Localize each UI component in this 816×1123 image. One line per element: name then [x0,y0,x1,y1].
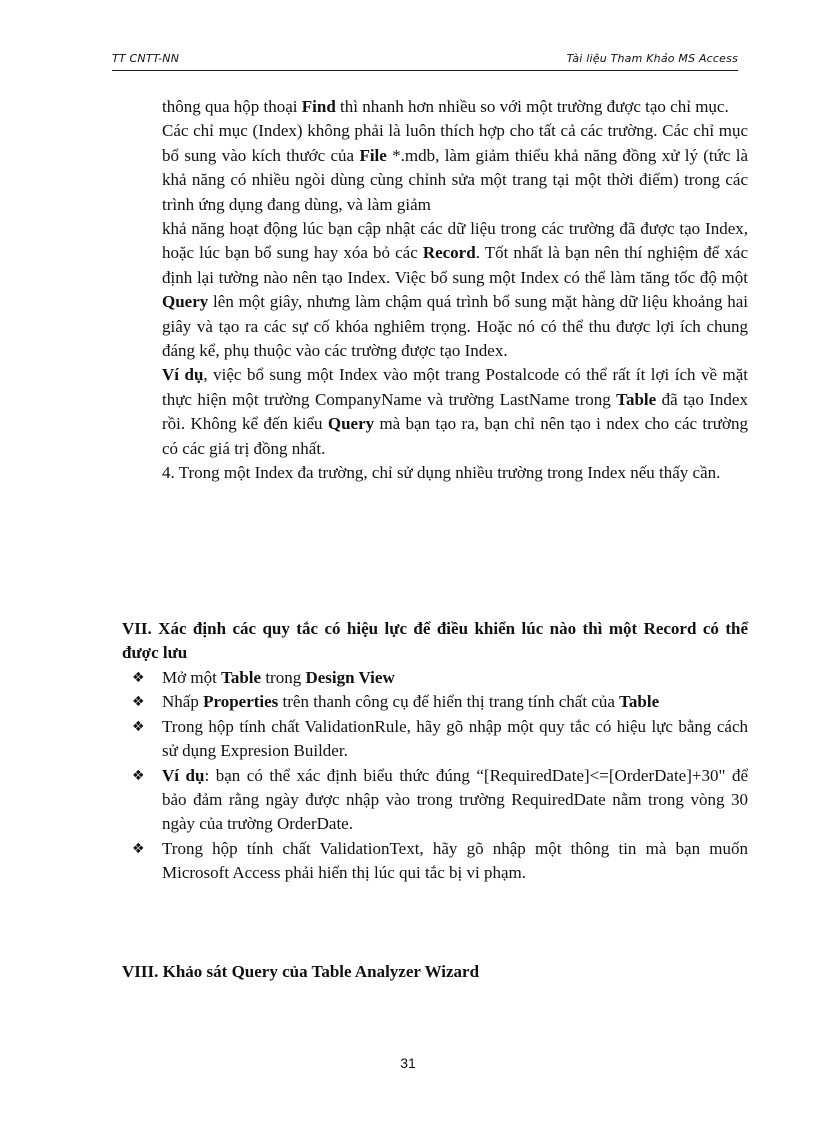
diamond-bullet-icon: ❖ [132,694,145,711]
paragraph: khả năng hoạt động lúc bạn cập nhật các dữ liệu trong các trường đã được tạo Index, hoặc lúc bạn bổ sung hay xóa bỏ các Record. Tốt nhất là bạn nên thí nghiệm để xác định lại tường nào nên tạo Index. Việc bổ sung một Index có thể làm tăng tốc độ một Query lên một giây, nhưng làm chậm quá trình bổ sung mặt hàng dữ liệu khoảng hai giây và tạo ra các sự cố khóa nghiêm trọng. Hoặc nó có thể thu được lợi ích chung đáng kể, phụ thuộc vào các trường được tạo Index. [162,219,748,361]
header-right-text: Tài liệu Tham Khảo MS Access [566,52,738,65]
list-item: ❖ Ví dụ: bạn có thể xác định biểu thức đúng “[RequiredDate]<=[OrderDate]+30" để bảo đảm rằng ngày được nhập vào trong trường RequiredDate nằm trong vòng 30 ngày của trường OrderDate. [132,765,748,834]
header-left-text: TT CNTT-NN [112,52,180,65]
diamond-bullet-icon: ❖ [132,670,145,686]
paragraph: Ví dụ, việc bổ sung một Index vào một trang Postalcode có thể rất ít lợi ích về mặt thực hiện một trường CompanyName và trường LastName trong Table đã tạo Index rồi. Không kể đến kiểu Query mà bạn tạo ra, bạn chỉ nên tạo i ndex cho các trường có các giá trị đồng nhất. [162,365,748,458]
paragraph: 4. Trong một Index đa trường, chỉ sử dụng nhiều trường trong Index nếu thấy cần. [162,463,721,483]
page-header [112,50,738,71]
list-item: ❖ Nhấp Properties trên thanh công cụ để hiển thị trang tính chất của Table [122,690,748,714]
list-item: ❖ Mở một Table trong Design View [122,666,748,690]
section-heading-viii: VIII. Khảo sát Query của Table Analyzer Wizard [122,962,480,981]
bullet-list [122,666,748,886]
paragraph: thông qua hộp thoại Find thì nhanh hơn nhiều so với một trường được tạo chỉ mục. [162,97,729,116]
diamond-bullet-icon: ❖ [132,767,145,784]
diamond-bullet-icon: ❖ [132,718,145,735]
section-heading-vii: VII. Xác định các quy tắc có hiệu lực để điều khiển lúc nào thì một Record có thể được lưu [122,619,748,663]
diamond-bullet-icon: ❖ [132,840,145,857]
list-item: ❖ Trong hộp tính chất ValidationText, hãy gõ nhập một thông tin mà bạn muốn Microsoft Access phải hiển thị lúc qui tắc bị vi phạm. [132,838,748,883]
page-number: 31 [400,1055,416,1071]
body-text [162,95,748,486]
list-item: ❖ Trong hộp tính chất ValidationRule, hãy gõ nhập một quy tắc có hiệu lực bằng cách sử dụng Expresion Builder. [132,716,748,761]
paragraph: Các chỉ mục (Index) không phải là luôn thích hợp cho tất cả các trường. Các chỉ mục bổ sung vào kích thước của File *.mdb, làm giảm thiểu khả năng đồng xử lý (tức là khả năng có nhiều ngòi dùng cùng chỉnh sửa một trang tại một thời điểm) trong các trình ứng dụng đang dùng, và làm giảm [162,121,749,214]
